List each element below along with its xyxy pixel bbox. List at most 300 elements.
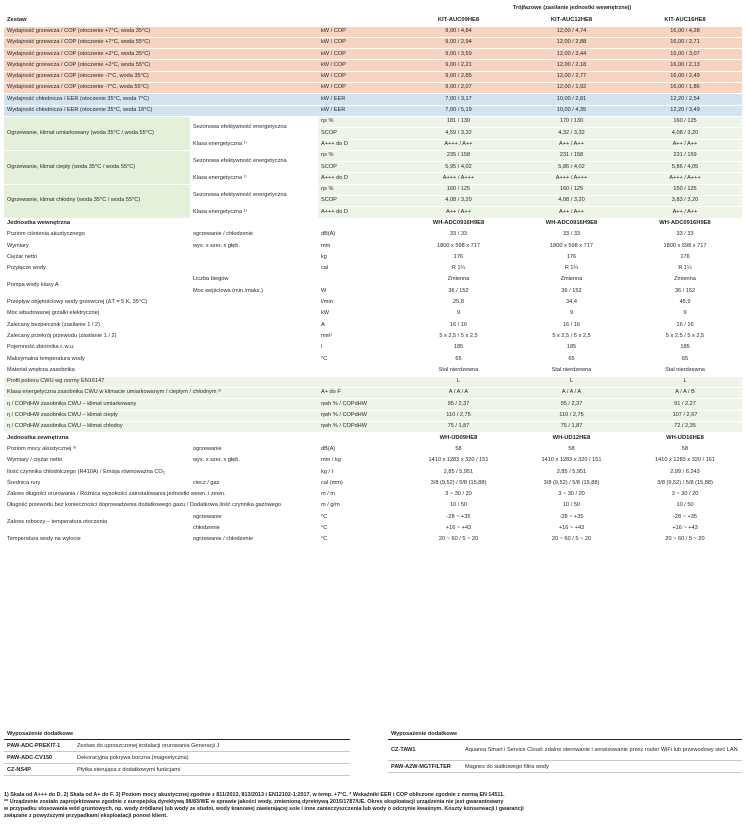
row-value: 2,85 / 5,951 — [515, 467, 628, 478]
row-value: 231 / 158 — [515, 150, 628, 161]
row-value: 160 / 125 — [402, 184, 515, 195]
row-value: 75 / 1,87 — [515, 421, 628, 432]
indoor-row — [4, 252, 742, 263]
accessories — [4, 728, 742, 784]
row-value: 12,00 / 2,18 — [515, 60, 628, 71]
outdoor-row — [4, 444, 742, 455]
row-unit — [318, 376, 402, 387]
pump-label: Pompa wody klasy A — [4, 275, 190, 298]
row-value: A++ / A++ — [628, 139, 742, 150]
row-value: 9 — [628, 309, 742, 320]
footnote-line: związane z powyższymi przypadkami eksploatacji ponosi klient. — [4, 813, 168, 820]
row-value: 1800 x 598 x 717 — [515, 241, 628, 252]
row-value: 2,85 / 5,951 — [402, 467, 515, 478]
row-value: 150 / 125 — [628, 184, 742, 195]
row-value: 160 / 125 — [515, 184, 628, 195]
row-value: 1410 x 1283 x 320 / 151 — [515, 455, 628, 466]
indoor-row — [4, 399, 742, 410]
row-value: A+++ / A+++ — [515, 173, 628, 184]
accessory-row — [388, 740, 742, 761]
row-unit: ηs % — [318, 116, 402, 127]
row-value: -28 ~ +35 — [402, 512, 515, 523]
row-value: 9,00 / 4,84 — [402, 26, 515, 37]
row-value: 3/8 (9,52) / 5/8 (15,88) — [628, 478, 742, 489]
row-value: A / A / B — [628, 388, 742, 399]
operating-range-label: Zakres roboczy – temperatura otoczenia — [4, 512, 190, 535]
row-value: 12,00 / 3,44 — [515, 49, 628, 60]
row-value: 65 — [628, 354, 742, 365]
model-name: WH-UD12HE8 — [515, 433, 628, 444]
row-value: 33 / 33 — [402, 229, 515, 240]
row-value: Zmienna — [402, 275, 515, 286]
row-value: 12,20 / 3,49 — [628, 105, 742, 116]
row-value: 1410 x 1283 x 320 / 161 — [628, 455, 742, 466]
accessory-row — [4, 740, 350, 752]
pump-row — [4, 275, 742, 286]
energy-class-label: Klasa energetyczna ¹⁾ — [190, 207, 318, 218]
indoor-row — [4, 331, 742, 342]
row-unit: mm — [318, 241, 402, 252]
row-unit: ηwh % / COPdHW — [318, 399, 402, 410]
row-unit: SCOP — [318, 162, 402, 173]
energy-class-label: Klasa energetyczna ¹⁾ — [190, 173, 318, 184]
row-sub: Liczba biegów — [190, 275, 318, 286]
row-value: 160 / 125 — [628, 116, 742, 127]
row-label: Pojemność zbiornika c.w.u. — [4, 342, 318, 353]
accessories-left-table — [4, 728, 350, 776]
accessory-description: Aquarea Smart i Service Cloud: zdalne sterowanie i serwisowanie przez router WiFi lub przewodowy sieć LAN — [462, 740, 742, 761]
footnote-line: 1) Skala od A+++ do D. 2) Skala od A+ do F. 3) Poziom mocy akustycznej zgodnie z 811/2013, 813/2013 i EN12102-1:2017, w temp. +7°C. * Wskaźniki EER i COP obliczone zgodnie z normą EN 14511. — [4, 792, 505, 798]
row-sub: ogrzewanie / chłodzenie — [190, 229, 318, 240]
row-label: η / COPdHW zasobnika CWU – klimat umiarkowany — [4, 399, 318, 410]
row-unit: A+++ do D — [318, 173, 402, 184]
row-value: 36 / 152 — [402, 286, 515, 297]
row-value: 5,95 / 4,02 — [402, 162, 515, 173]
row-label: Średnica rury — [4, 478, 190, 489]
row-unit: dB(A) — [318, 229, 402, 240]
indoor-row — [4, 309, 742, 320]
row-value: 170 / 130 — [515, 116, 628, 127]
row-label: Materiał wnętrza zasobnika — [4, 365, 318, 376]
indoor-row — [4, 229, 742, 240]
heating-row — [4, 60, 742, 71]
row-value: 3,83 / 3,20 — [628, 196, 742, 207]
row-unit — [318, 365, 402, 376]
spec-table — [4, 4, 742, 546]
row-sub — [190, 252, 318, 263]
cooling-row — [4, 105, 742, 116]
row-sub — [190, 263, 318, 274]
seasonal-efficiency-label: Sezonowa efektywność energetyczna — [190, 150, 318, 173]
row-value: 10,00 / 2,81 — [515, 94, 628, 105]
row-value: 5 x 2,5 / 5 x 2,5 — [628, 331, 742, 342]
outdoor-row — [4, 455, 742, 466]
row-unit: °C — [318, 512, 402, 523]
accessory-code: PAW-ADC-PREKIT-1 — [4, 740, 74, 752]
row-value: 5,86 / 4,02 — [515, 162, 628, 173]
row-label: Zalecany bezpiecznik (zasilanie 1 / 2) — [4, 320, 318, 331]
row-unit — [318, 275, 402, 286]
accessory-code: PAW-A2W-MGTFILTER — [388, 761, 462, 773]
row-value: 10 / 50 — [515, 501, 628, 512]
accessory-code: CZ-TAW1 — [388, 740, 462, 761]
footnotes — [4, 792, 742, 820]
row-value: A+++ / A+++ — [628, 173, 742, 184]
indoor-row — [4, 388, 742, 399]
row-value: 9,00 / 2,85 — [402, 71, 515, 82]
row-value: 95 / 2,37 — [402, 399, 515, 410]
accessory-code: CZ-NS4P — [4, 764, 74, 776]
row-value: A / A / A — [402, 388, 515, 399]
row-unit: A+++ do D — [318, 207, 402, 218]
row-value: 16,00 / 1,86 — [628, 83, 742, 94]
row-value: A++ / A++ — [402, 207, 515, 218]
row-label: Klasa energetyczna zasobnika CWU w klimacie umiarkowanym / ciepłym / chłodnym ²⁾ — [4, 388, 318, 399]
row-value: 4,59 / 3,32 — [402, 128, 515, 139]
accessory-description: Płytka sterująca z dodatkowymi funkcjami — [74, 764, 350, 776]
indoor-row — [4, 320, 742, 331]
indoor-row — [4, 365, 742, 376]
model-name: KIT-AUC09HE8 — [402, 15, 515, 26]
row-unit: l — [318, 342, 402, 353]
row-unit: kg — [318, 252, 402, 263]
row-sub: chłodzenie — [190, 523, 318, 534]
heating-row — [4, 83, 742, 94]
row-unit: °C — [318, 354, 402, 365]
row-value: 20 ~ 60 / 5 ~ 20 — [628, 534, 742, 545]
operating-range-row — [4, 512, 742, 523]
outdoor-row — [4, 534, 742, 545]
row-value: 185 — [628, 342, 742, 353]
model-name: WH-UD16HE8 — [628, 433, 742, 444]
row-unit: dB(A) — [318, 444, 402, 455]
row-value: 176 — [515, 252, 628, 263]
accessories-title: Wyposażenie dodatkowe — [388, 728, 742, 740]
row-value: 9,00 / 3,59 — [402, 49, 515, 60]
row-value: A+++ / A++ — [402, 139, 515, 150]
outdoor-section-row — [4, 433, 742, 444]
row-label: Zakres długości orurowania / Różnica wysokości zainstalowania jednostki wewn. i zewn. — [4, 489, 318, 500]
row-value: 9,00 / 2,07 — [402, 83, 515, 94]
row-value: 10 / 50 — [402, 501, 515, 512]
row-sub: ciecz / gaz — [190, 478, 318, 489]
row-value: A++ / A++ — [515, 207, 628, 218]
row-sub: wys. x szer. x głęb. — [190, 455, 318, 466]
row-value: 3/8 (9,52) / 5/8 (15,88) — [402, 478, 515, 489]
row-unit: kW — [318, 309, 402, 320]
row-value: 110 / 2,75 — [515, 410, 628, 421]
row-value: 16 / 16 — [402, 320, 515, 331]
indoor-title: Jednostka wewnętrzna — [4, 218, 402, 229]
row-value: 176 — [402, 252, 515, 263]
row-unit: kW / EER — [318, 94, 402, 105]
row-value: 25,8 — [402, 297, 515, 308]
model-name: WH-ADC0916H9E8 — [402, 218, 515, 229]
accessory-row — [4, 764, 350, 776]
accessories-title: Wyposażenie dodatkowe — [4, 728, 350, 740]
row-label: Wydajność grzewcza / COP (otoczenie -7°C, woda 35°C) — [4, 71, 318, 82]
accessory-code: PAW-ADC-CV150 — [4, 752, 74, 764]
accessory-row — [388, 761, 742, 773]
model-name: WH-UD09HE8 — [402, 433, 515, 444]
row-value: 3/8 (9,52) / 5/8 (15,88) — [515, 478, 628, 489]
row-value: 9,00 / 2,21 — [402, 60, 515, 71]
footnote-line: ** Urządzenie zostało zaprojektowane zgodnie z europejską dyrektywą 98/83/WE w sprawie jakości wody, zmienioną dyrektywą 2015/1787/UE. Okres eksploatacji urządzenia nie jest gwarantowany — [4, 799, 504, 806]
row-label: Długość przewodu bez konieczności doprowadzenia dodatkowego gazu / Dodatkowa ilość czynnika gazowego — [4, 501, 318, 512]
seasonal-group-label: Ogrzewanie, klimat umiarkowany (woda 35°C / woda 55°C) — [4, 116, 190, 150]
row-value: 4,08 / 3,20 — [628, 128, 742, 139]
row-value: -28 ~ +35 — [628, 512, 742, 523]
row-value: 4,08 / 3,20 — [402, 196, 515, 207]
row-sub: ogrzewanie — [190, 512, 318, 523]
row-value: A++ / A++ — [515, 139, 628, 150]
seasonal-row — [4, 184, 742, 195]
row-label: Wydajność grzewcza / COP (otoczenie +2°C, woda 55°C) — [4, 60, 318, 71]
row-value: A+++ / A+++ — [402, 173, 515, 184]
row-value: 9 — [402, 309, 515, 320]
row-value: 4,08 / 3,20 — [515, 196, 628, 207]
row-value: 1800 x 598 x 717 — [628, 241, 742, 252]
row-value: 12,00 / 2,88 — [515, 37, 628, 48]
heating-row — [4, 49, 742, 60]
row-value: 185 — [402, 342, 515, 353]
row-label: Temperatura wody na wylocie — [4, 534, 190, 545]
row-value: 9,00 / 2,94 — [402, 37, 515, 48]
row-value: Stal nierdzewna — [628, 365, 742, 376]
accessories-header-row — [4, 728, 350, 740]
accessory-description: Magnes do siatkowego filtra wody — [462, 761, 742, 773]
row-label: η / COPdHW zasobnika CWU – klimat chłodny — [4, 421, 318, 432]
indoor-row — [4, 342, 742, 353]
row-value: 3 ~ 30 / 20 — [628, 489, 742, 500]
row-value: 58 — [628, 444, 742, 455]
outdoor-row — [4, 489, 742, 500]
row-unit: A — [318, 320, 402, 331]
row-value: 16 / 16 — [628, 320, 742, 331]
row-value: -28 ~ +35 — [515, 512, 628, 523]
row-value: 20 ~ 60 / 5 ~ 20 — [515, 534, 628, 545]
outdoor-title: Jednostka zewnętrzna — [4, 433, 402, 444]
indoor-row — [4, 241, 742, 252]
row-unit: kW / COP — [318, 49, 402, 60]
row-value: 75 / 1,87 — [402, 421, 515, 432]
footnote-line: w przypadku stosowania wód gruntowych, np. wody źródlanej lub wody ze studni, wody kranowej zawierającej sole i inne zanieczyszczenia lub wody o odczynie kwaśnym. Koszty konserwacji i gwarancji — [4, 806, 524, 813]
row-unit: W — [318, 286, 402, 297]
row-value: L — [628, 376, 742, 387]
row-value: 58 — [515, 444, 628, 455]
row-unit: °C — [318, 534, 402, 545]
indoor-row — [4, 263, 742, 274]
indoor-row — [4, 421, 742, 432]
row-value: 34,4 — [515, 297, 628, 308]
heating-row — [4, 37, 742, 48]
row-value: 12,00 / 1,92 — [515, 83, 628, 94]
row-value: L — [515, 376, 628, 387]
row-value: 5,86 / 4,05 — [628, 162, 742, 173]
row-label: Przepływ objętościowy wody grzewczej (ΔT = 5 K, 35°C) — [4, 297, 318, 308]
row-value: A++ / A++ — [628, 207, 742, 218]
indoor-row — [4, 410, 742, 421]
row-unit: m / m — [318, 489, 402, 500]
row-value: Stal nierdzewna — [402, 365, 515, 376]
outdoor-row — [4, 478, 742, 489]
row-label: Wydajność grzewcza / COP (otoczenie +7°C, woda 55°C) — [4, 37, 318, 48]
row-unit: kW / COP — [318, 26, 402, 37]
row-label: Wydajność grzewcza / COP (otoczenie +2°C, woda 35°C) — [4, 49, 318, 60]
row-value: +16 ~ +43 — [402, 523, 515, 534]
row-value: 91 / 2,27 — [628, 399, 742, 410]
row-label: Przyłącze wody — [4, 263, 190, 274]
header-supertitle-row — [4, 4, 742, 15]
seasonal-row — [4, 150, 742, 161]
row-value: 33 / 33 — [515, 229, 628, 240]
indoor-row — [4, 376, 742, 387]
row-unit: cal (mm) — [318, 478, 402, 489]
row-label: Ciężar netto — [4, 252, 190, 263]
row-sub: ogrzewanie — [190, 444, 318, 455]
header-label: Zestaw — [4, 15, 402, 26]
row-unit: cal — [318, 263, 402, 274]
row-value: 72 / 2,35 — [628, 421, 742, 432]
row-label: Ilość czynnika chłodniczego (R410A) / Emisja równoważna CO₂ — [4, 467, 318, 478]
row-value: R 1¼ — [402, 263, 515, 274]
cooling-row — [4, 94, 742, 105]
seasonal-group-label: Ogrzewanie, klimat ciepły (woda 35°C / woda 55°C) — [4, 150, 190, 184]
indoor-section-row — [4, 218, 742, 229]
row-value: 185 — [515, 342, 628, 353]
row-value: 65 — [402, 354, 515, 365]
row-value: 36 / 152 — [515, 286, 628, 297]
row-value: 107 / 2,67 — [628, 410, 742, 421]
row-value: 16,00 / 2,71 — [628, 37, 742, 48]
row-unit: kW / COP — [318, 37, 402, 48]
header-supertitle: Trójfazowe (zasilanie jednostki wewnętrznej) — [402, 4, 742, 15]
energy-class-label: Klasa energetyczna ¹⁾ — [190, 139, 318, 150]
row-sub: wys. x szer. x głęb. — [190, 241, 318, 252]
row-value: Zmienna — [515, 275, 628, 286]
seasonal-group-label: Ogrzewanie, klimat chłodny (woda 35°C / woda 55°C) — [4, 184, 190, 218]
row-label: Wydajność chłodnicza / EER (otoczenie 35°C, woda 7°C) — [4, 94, 318, 105]
row-sub: Moc wejściowa (min./maks.) — [190, 286, 318, 297]
row-value: 12,00 / 2,77 — [515, 71, 628, 82]
accessories-header-row — [388, 728, 742, 740]
row-unit: kW / COP — [318, 71, 402, 82]
row-value: 110 / 2,75 — [402, 410, 515, 421]
row-value: +16 ~ +43 — [515, 523, 628, 534]
row-unit: ηs % — [318, 184, 402, 195]
row-value: 5 x 2,5 / 5 x 2,5 — [402, 331, 515, 342]
accessory-description: Zestaw do uproszczonej instalacji orurowania Generacji J — [74, 740, 350, 752]
row-value: 181 / 130 — [402, 116, 515, 127]
accessories-right-table — [388, 728, 742, 773]
row-value: 5 x 2,5 / 5 x 2,5 — [515, 331, 628, 342]
row-label: Wymiary / ciężar netto — [4, 455, 190, 466]
row-value: 16,00 / 4,28 — [628, 26, 742, 37]
row-value: 20 ~ 60 / 5 ~ 20 — [402, 534, 515, 545]
row-unit: kW / COP — [318, 83, 402, 94]
header-models-row — [4, 15, 742, 26]
row-value: 45,9 — [628, 297, 742, 308]
row-label: Poziom ciśnienia akustycznego — [4, 229, 190, 240]
row-value: 3 ~ 30 / 20 — [515, 489, 628, 500]
row-value: 3 ~ 30 / 20 — [402, 489, 515, 500]
row-value: 65 — [515, 354, 628, 365]
row-unit: SCOP — [318, 128, 402, 139]
row-unit: mm / kg — [318, 455, 402, 466]
model-name: KIT-AUC12HE8 — [515, 15, 628, 26]
row-value: 7,00 / 3,17 — [402, 94, 515, 105]
row-value: Stal nierdzewna — [515, 365, 628, 376]
row-value: 10 / 50 — [628, 501, 742, 512]
row-unit: kg / t — [318, 467, 402, 478]
row-value: 16,00 / 2,49 — [628, 71, 742, 82]
row-value: R 1¼ — [628, 263, 742, 274]
row-unit: mm² — [318, 331, 402, 342]
row-value: 58 — [402, 444, 515, 455]
heating-row — [4, 71, 742, 82]
row-value: 16,00 / 3,07 — [628, 49, 742, 60]
row-value: 1410 x 1283 x 320 / 151 — [402, 455, 515, 466]
row-value: L — [402, 376, 515, 387]
row-label: Poziom mocy akustycznej ³⁾ — [4, 444, 190, 455]
row-label: Maksymalna temperatura wody — [4, 354, 318, 365]
row-value: 4,32 / 3,32 — [515, 128, 628, 139]
row-value: 33 / 33 — [628, 229, 742, 240]
row-value: 12,00 / 4,74 — [515, 26, 628, 37]
row-value: R 1¼ — [515, 263, 628, 274]
row-value: 235 / 158 — [402, 150, 515, 161]
row-value: 7,00 / 5,19 — [402, 105, 515, 116]
row-unit: l/min — [318, 297, 402, 308]
row-label: Moc wbudowanej grzałki elektrycznej — [4, 309, 318, 320]
row-unit: ηwh % / COPdHW — [318, 421, 402, 432]
row-value: 231 / 159 — [628, 150, 742, 161]
row-sub: ogrzewanie / chłodzenie — [190, 534, 318, 545]
heating-row — [4, 26, 742, 37]
row-value: 36 / 152 — [628, 286, 742, 297]
row-unit: ηwh % / COPdHW — [318, 410, 402, 421]
row-value: 9 — [515, 309, 628, 320]
indoor-row — [4, 297, 742, 308]
row-value: Zmienna — [628, 275, 742, 286]
row-label: Profil poboru CWU wg normy EN16147 — [4, 376, 318, 387]
accessory-row — [4, 752, 350, 764]
accessory-description: Dekoracyjna pokrywa boczna (magnetyczna) — [74, 752, 350, 764]
row-value: 16,00 / 2,13 — [628, 60, 742, 71]
row-unit: kW / COP — [318, 60, 402, 71]
header-blank — [4, 4, 402, 15]
row-value: 176 — [628, 252, 742, 263]
row-value: 2,99 / 6,243 — [628, 467, 742, 478]
row-unit: °C — [318, 523, 402, 534]
row-label: Zalecany przekrój przewodu (zasilanie 1 / 2) — [4, 331, 318, 342]
row-value: A / A / A — [515, 388, 628, 399]
row-unit: m / g/m — [318, 501, 402, 512]
row-label: Wydajność grzewcza / COP (otoczenie -7°C, woda 55°C) — [4, 83, 318, 94]
row-value: 1800 x 598 x 717 — [402, 241, 515, 252]
seasonal-efficiency-label: Sezonowa efektywność energetyczna — [190, 116, 318, 139]
row-unit: ηs % — [318, 150, 402, 161]
seasonal-efficiency-label: Sezonowa efektywność energetyczna — [190, 184, 318, 207]
row-label: Wydajność chłodnicza / EER (otoczenie 35°C, woda 18°C) — [4, 105, 318, 116]
row-label: Wydajność grzewcza / COP (otoczenie +7°C, woda 35°C) — [4, 26, 318, 37]
row-unit: kW / EER — [318, 105, 402, 116]
outdoor-row — [4, 501, 742, 512]
row-value: 16 / 16 — [515, 320, 628, 331]
row-value: 95 / 2,37 — [515, 399, 628, 410]
model-name: KIT-AUC16HE8 — [628, 15, 742, 26]
row-value: 12,20 / 2,54 — [628, 94, 742, 105]
